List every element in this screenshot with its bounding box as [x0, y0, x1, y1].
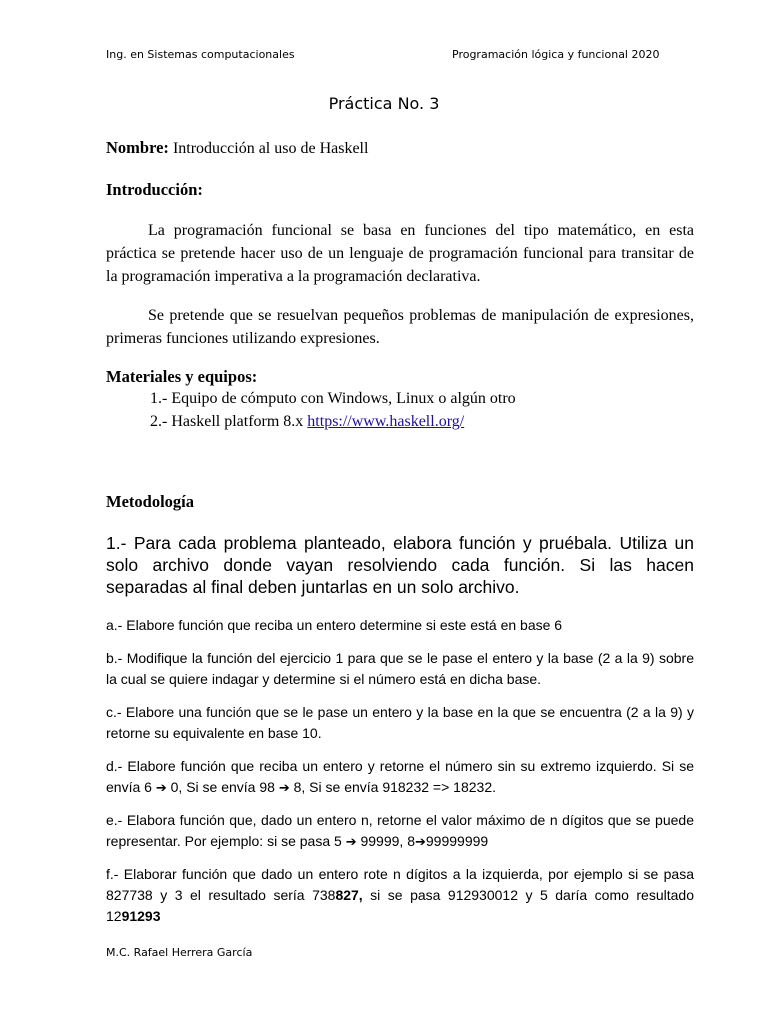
footer-author: M.C. Rafael Herrera García [106, 946, 253, 959]
nombre-value: Introducción al uso de Haskell [172, 140, 369, 157]
exercise-c: c.- Elabore una función que se le pase un entero y la base en la que se encuentra (2 a la 9) y retorne su equivalente en base 10. [106, 704, 694, 741]
arrow-right-icon: ➔ [155, 781, 167, 796]
introduccion-heading: Introducción: [106, 180, 203, 199]
exercise-f-bold-2: 91293 [121, 908, 161, 924]
materiales-item-2-label: 2.- Haskell platform 8.x [150, 413, 304, 430]
exercise-b: b.- Modifique la función del ejercicio 1 para que se le pase el entero y la base (2 a la 9) sobre la cual se quiere indagar y determine si el número está en dicha base. [106, 650, 694, 687]
exercise-d-result-1: 0, Si se envía 98 [166, 779, 279, 795]
exercise-f-bold-1: 827, [335, 887, 363, 903]
materiales-item-1: 1.- Equipo de cómputo con Windows, Linux o algún otro [150, 390, 516, 407]
nombre-label: Nombre: [106, 138, 169, 157]
arrow-right-icon: ➔ [414, 835, 426, 850]
nombre-line [106, 138, 368, 158]
metodologia-heading: Metodología [106, 492, 194, 511]
exercise-f [106, 864, 694, 927]
materiales-item-2 [150, 410, 464, 433]
arrow-right-icon: ➔ [345, 835, 357, 850]
exercise-d-text: d.- Elabore función que reciba un entero y retorne el número sin su extremo izquierdo. Si se envía 6 [106, 758, 694, 795]
exercise-d-result-2: 8, Si se envía 918232 => 18232. [289, 779, 496, 795]
exercise-d [106, 756, 694, 799]
header-left: Ing. en Sistemas computacionales [106, 48, 295, 61]
materiales-heading: Materiales y equipos: [106, 367, 258, 386]
introduccion-paragraph-2: Se pretende que se resuelvan pequeños problemas de manipulación de expresiones, primeras funciones utilizando expresiones. [106, 307, 694, 347]
exercise-f-text-1: f.- Elaborar función que dado un entero rote n dígitos a la izquierda, por ejemplo si se pasa 827738 y 3 el resultado sería 738 [106, 866, 694, 903]
exercise-f-text-2: si se pasa 912930012 y 5 daría como resultado 12 [106, 887, 694, 924]
exercise-e-text: e.- Elabora función que, dado un entero n, retorne el valor máximo de n dígitos que se puede representar. Por ejemplo: si se pasa 5 [106, 812, 694, 849]
metodologia-intro: 1.- Para cada problema planteado, elabora función y pruébala. Utiliza un solo archivo donde vayan resolviendo cada función. Si las hacen separadas al final deben juntarlas en un solo archivo. [106, 533, 694, 597]
introduccion-paragraph-1: La programación funcional se basa en funciones del tipo matemático, en esta práctica se pretende hacer uso de un lenguaje de programación funcional para transitar de la programación imperativa a la programación declarativa. [106, 222, 694, 285]
page-title: Práctica No. 3 [328, 94, 440, 113]
exercise-e [106, 810, 694, 853]
haskell-link[interactable]: https://www.haskell.org/ [307, 413, 465, 430]
arrow-right-icon: ➔ [278, 781, 290, 796]
header-right: Programación lógica y funcional 2020 [452, 48, 660, 61]
exercise-e-result-2: 99999999 [425, 833, 489, 849]
exercise-e-result-1: 99999, 8 [356, 833, 415, 849]
exercise-a: a.- Elabore función que reciba un entero determine si este está en base 6 [106, 617, 563, 633]
